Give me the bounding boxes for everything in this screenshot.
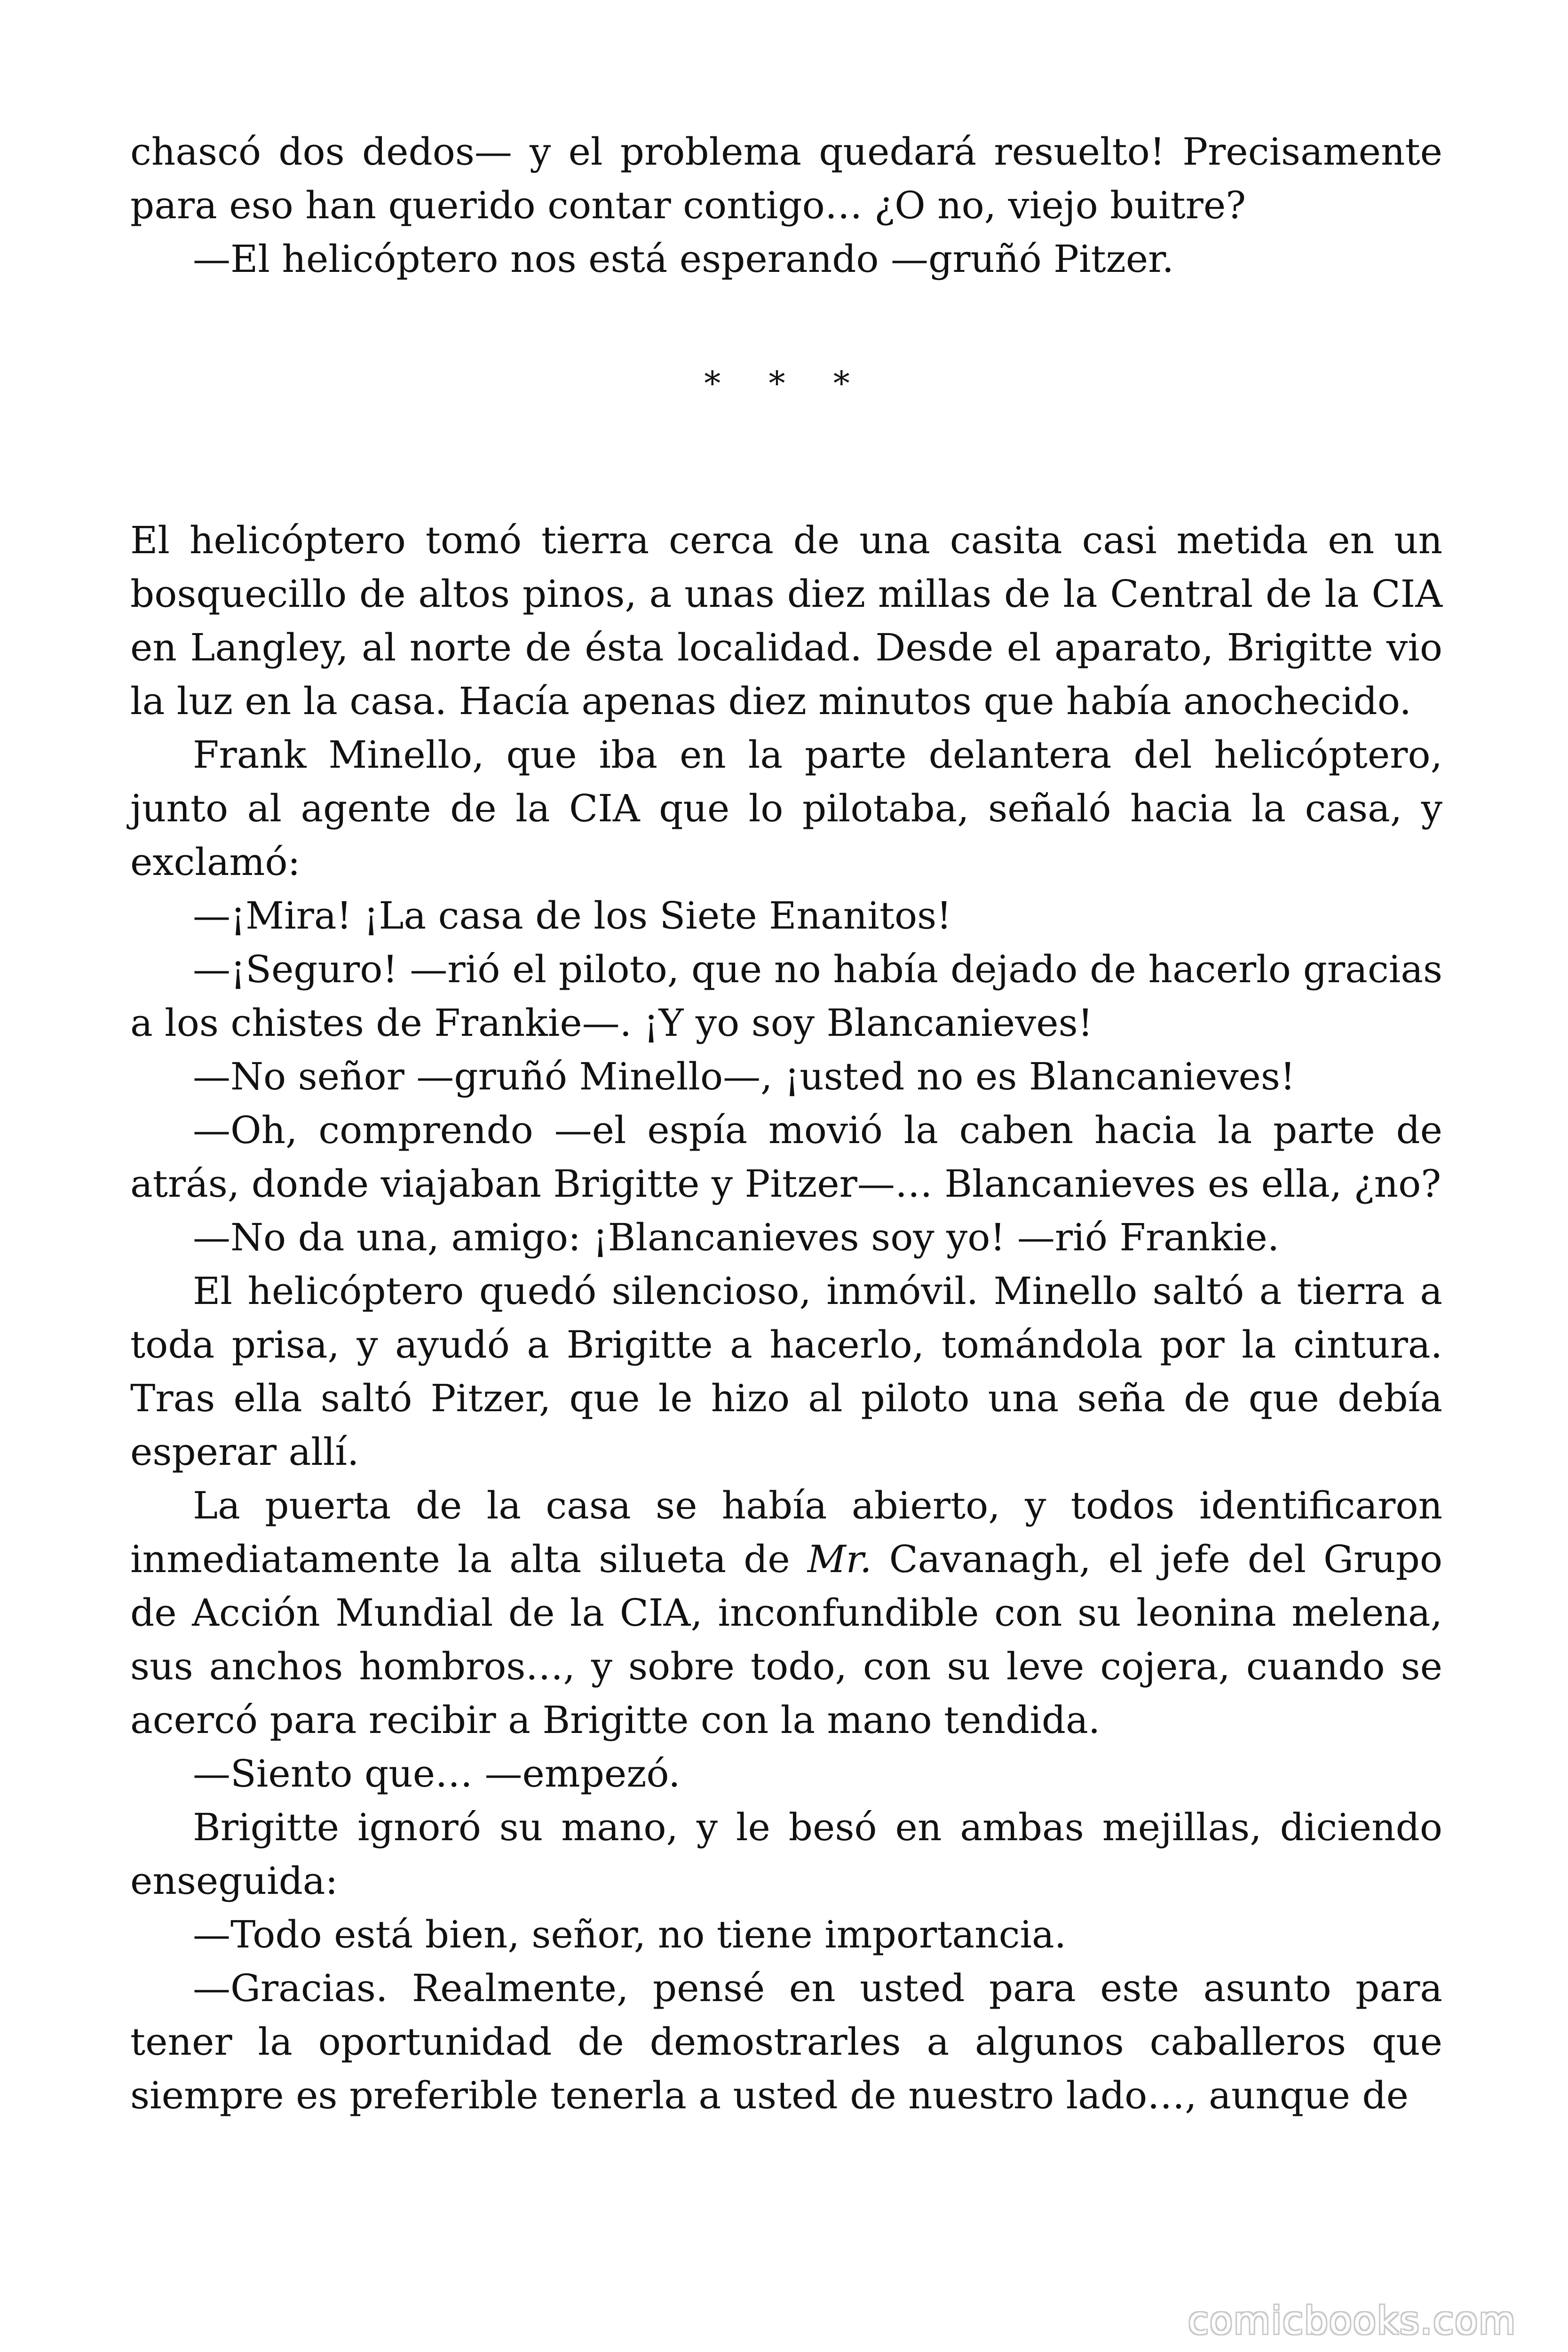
- paragraph-text: La puerta de la casa se había abierto, y todos identificaron inmediatamente la alta silueta de: [130, 1484, 1442, 1581]
- paragraph: —Gracias. Realmente, pensé en usted para este asunto para tener la oportunidad de demostrarles a algunos caballeros que siempre es preferible tenerla a usted de nuestro lado…, aunque de: [130, 1966, 1442, 2117]
- paragraph: —No da una, amigo: ¡Blancanieves soy yo! —rió Frankie.: [193, 1216, 1280, 1259]
- paragraph: —¡Seguro! —rió el piloto, que no había dejado de hacerlo gracias a los chistes de Frankie—. ¡Y yo soy Blancanieves!: [130, 947, 1442, 1045]
- paragraph: Brigitte ignoró su mano, y le besó en ambas mejillas, diciendo enseguida:: [130, 1805, 1442, 1903]
- paragraph: —No señor —gruñó Minello—, ¡usted no es Blancanieves!: [193, 1055, 1296, 1098]
- paragraph: —Siento que… —empezó.: [193, 1752, 681, 1796]
- paragraph-italic-text: Mr.: [807, 1537, 872, 1581]
- paragraph: Frank Minello, que iba en la parte delantera del helicóptero, junto al agente de la CIA que lo pilotaba, señaló hacia la casa, y exclamó:: [130, 733, 1442, 884]
- page-body: [130, 125, 1442, 2122]
- paragraph: El helicóptero quedó silencioso, inmóvil. Minello saltó a tierra a toda prisa, y ayudó a Brigitte a hacerlo, tomándola por la cintura. Tras ella saltó Pitzer, que le hizo al piloto una seña de que debía esperar allí.: [130, 1269, 1442, 1474]
- paragraph: El helicóptero tomó tierra cerca de una casita casi metida en un bosquecillo de altos pinos, a unas diez millas de la Central de la CIA en Langley, al norte de ésta localidad. Desde el aparato, Brigitte vio la luz en la casa. Hacía apenas diez minutos que había anochecido.: [130, 518, 1442, 723]
- section-separator: * * *: [704, 364, 869, 403]
- watermark: comicbooks.com: [1188, 2299, 1516, 2343]
- paragraph: —El helicóptero nos está esperando —gruñó Pitzer.: [193, 237, 1174, 281]
- paragraph-text: Cavanagh, el jefe del Grupo de Acción Mundial de la CIA, inconfundible con su leonina melena, sus anchos hombros…, y sobre todo, con su leve cojera, cuando se acercó para recibir a Brigitte con la mano tendida.: [130, 1537, 1442, 1742]
- paragraph: —Oh, comprendo —el espía movió la caben hacia la parte de atrás, donde viajaban Brigitte y Pitzer—… Blancanieves es ella, ¿no?: [130, 1108, 1442, 1206]
- paragraph: —Todo está bien, señor, no tiene importancia.: [193, 1913, 1067, 1956]
- paragraph: chascó dos dedos— y el problema quedará resuelto! Precisamente para eso han querido contar contigo… ¿O no, viejo buitre?: [130, 130, 1442, 227]
- paragraph: [130, 1479, 1442, 1747]
- paragraph: —¡Mira! ¡La casa de los Siete Enanitos!: [193, 894, 952, 938]
